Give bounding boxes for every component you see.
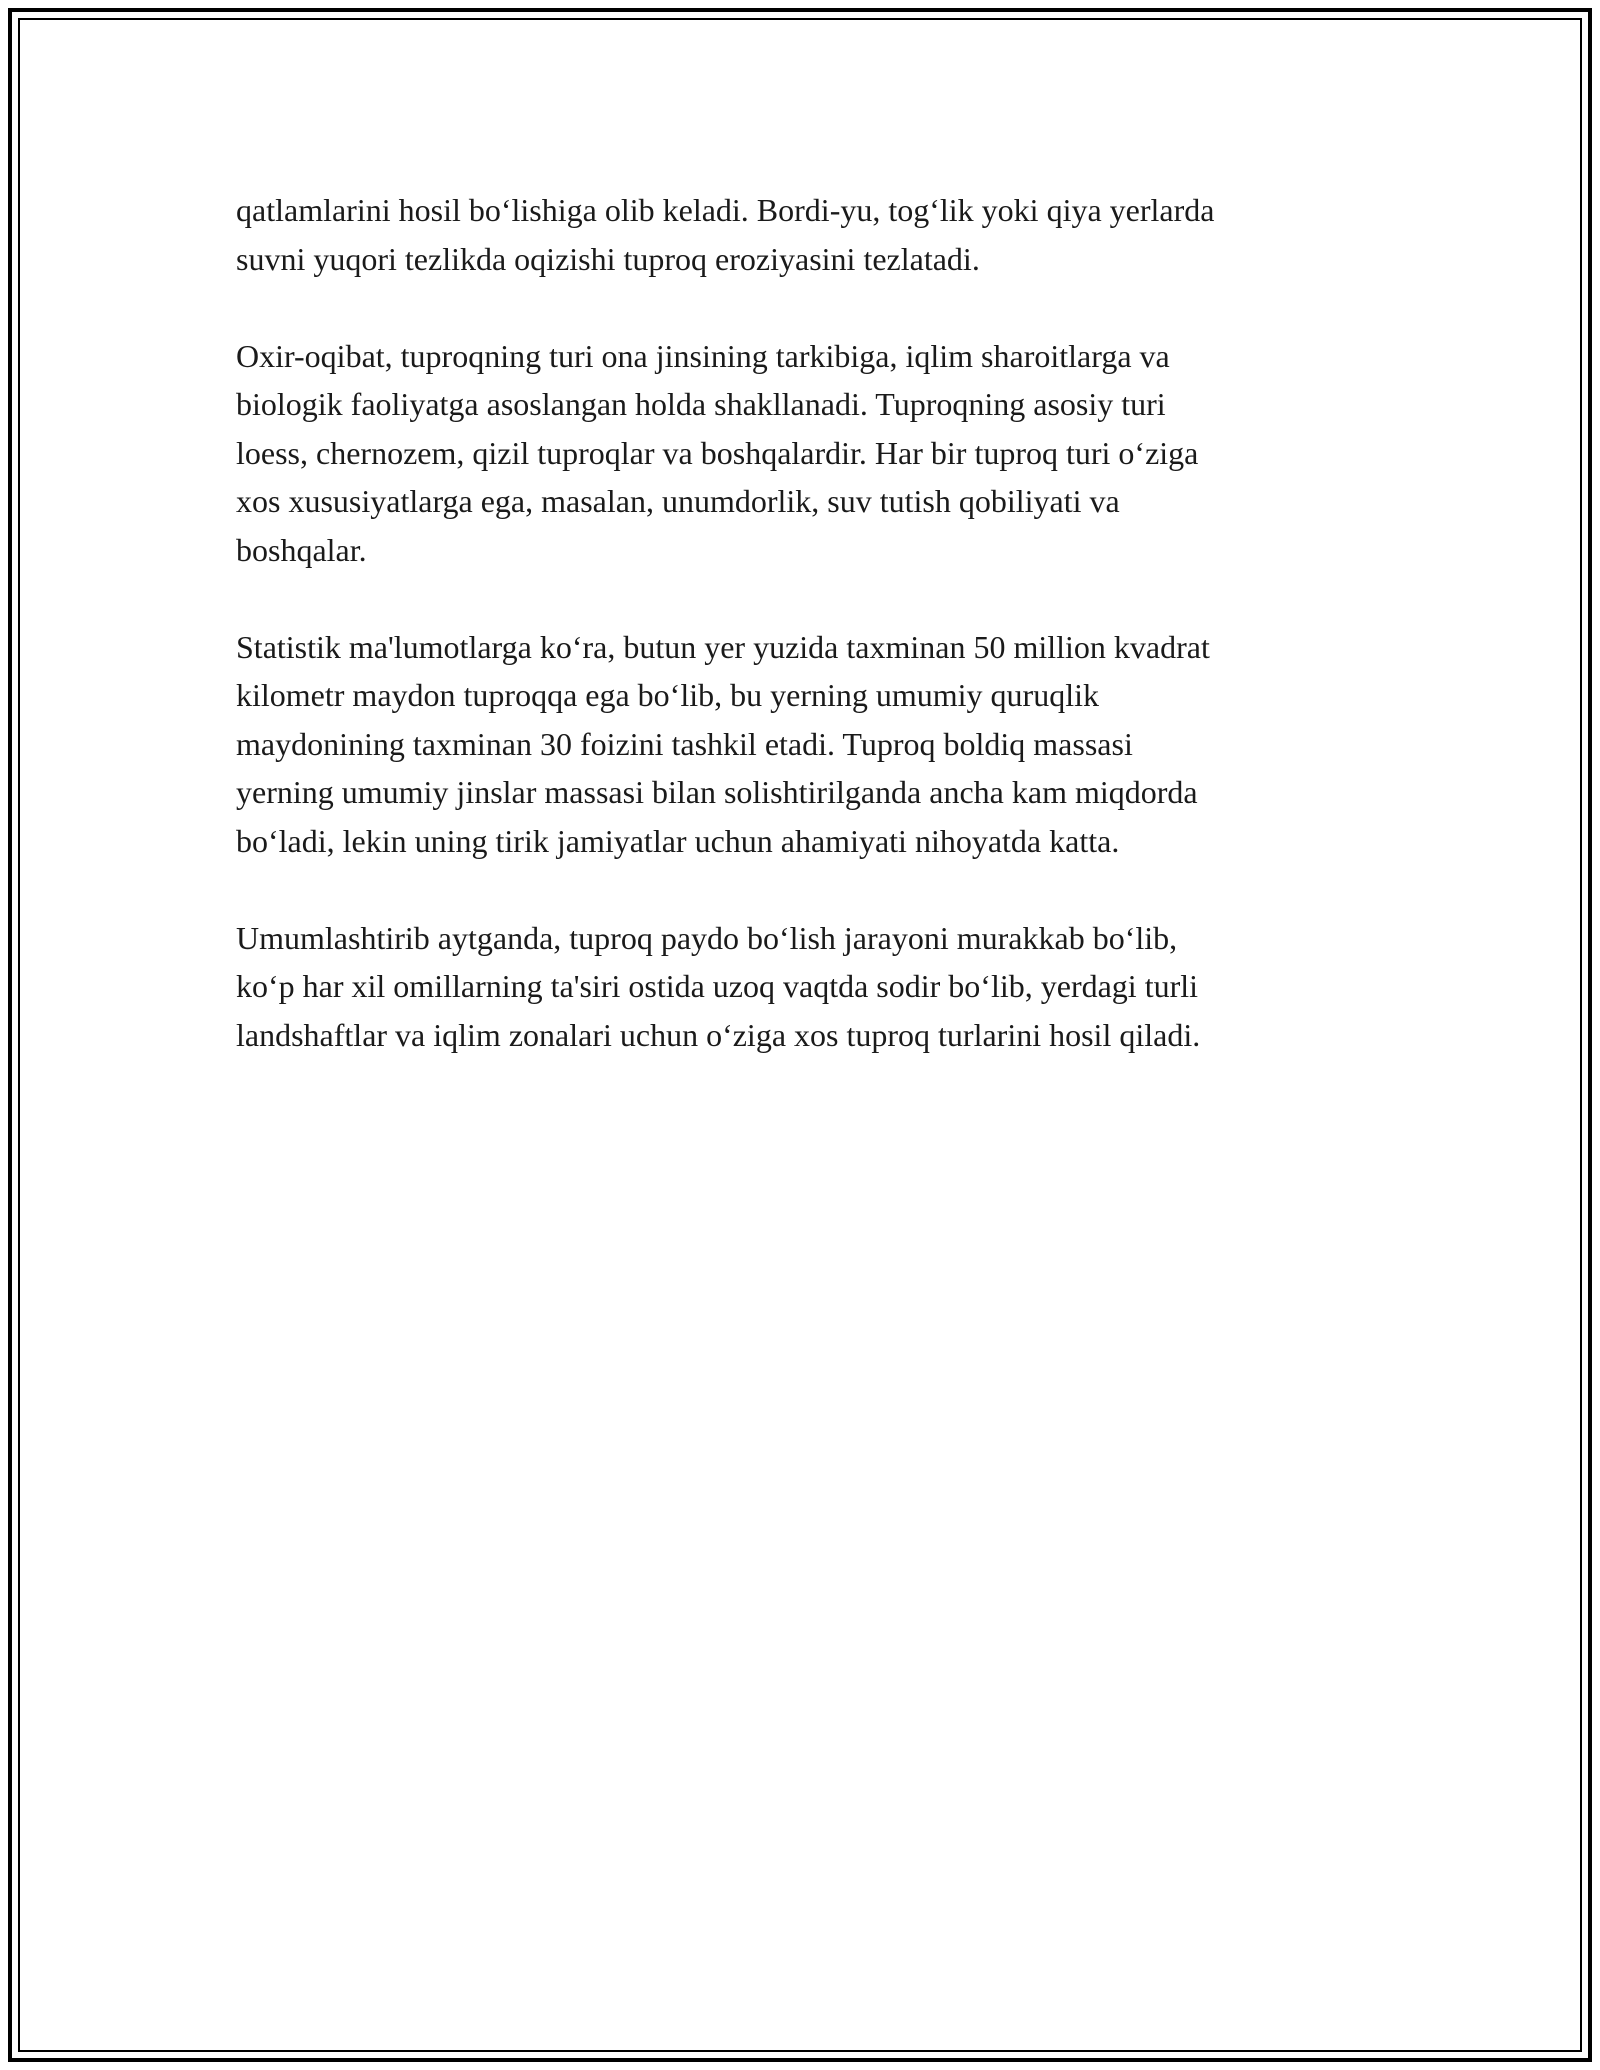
paragraph-line: landshaftlar va iqlim zonalari uchun o‘ziga xos tuproq turlarini hosil qiladi. [236, 1016, 1201, 1053]
paragraph-line: Oxir-oqibat, tuproqning turi ona jinsining tarkibiga, iqlim sharoitlarga va [236, 337, 1170, 374]
paragraph-line: yerning umumiy jinslar massasi bilan solishtirilganda ancha kam miqdorda [236, 774, 1198, 810]
paragraph-line: qatlamlarini hosil bo‘lishiga olib keladi. Bordi-yu, tog‘lik yoki qiya yerlarda [236, 192, 1215, 228]
paragraph-line: xos xususiyatlarga ega, masalan, unumdorlik, suv tutish qobiliyati va [236, 483, 1120, 519]
paragraph-line: kilometr maydon tuproqqa ega bo‘lib, bu yerning umumiy quruqlik [236, 677, 1099, 713]
paragraph-line: suvni yuqori tezlikda oqizishi tuproq eroziyasini tezlatadi. [236, 240, 980, 277]
paragraph-line: Statistik ma'lumotlarga ko‘ra, butun yer yuzida taxminan 50 million kvadrat [236, 628, 1210, 665]
paragraph-line: maydonining taxminan 30 foizini tashkil etadi. Tuproq boldiq massasi [236, 725, 1133, 762]
document-body [236, 186, 1386, 1108]
paragraph-line: boshqalar. [236, 531, 367, 568]
paragraph-3 [236, 623, 1386, 866]
paragraph-4 [236, 914, 1386, 1060]
paragraph-line: bo‘ladi, lekin uning tirik jamiyatlar uchun ahamiyati nihoyatda katta. [236, 822, 1120, 859]
paragraph-line: Umumlashtirib aytganda, tuproq paydo bo‘lish jarayoni murakkab bo‘lib, [236, 919, 1178, 956]
paragraph-line: ko‘p har xil omillarning ta'siri ostida uzoq vaqtda sodir bo‘lib, yerdagi turli [236, 968, 1199, 1004]
paragraph-line: loess, chernozem, qizil tuproqlar va boshqalardir. Har bir tuproq turi o‘ziga [236, 434, 1199, 471]
paragraph-2 [236, 332, 1386, 575]
paragraph-line: biologik faoliyatga asoslangan holda shakllanadi. Tuproqning asosiy turi [236, 386, 1166, 422]
paragraph-1 [236, 186, 1386, 283]
